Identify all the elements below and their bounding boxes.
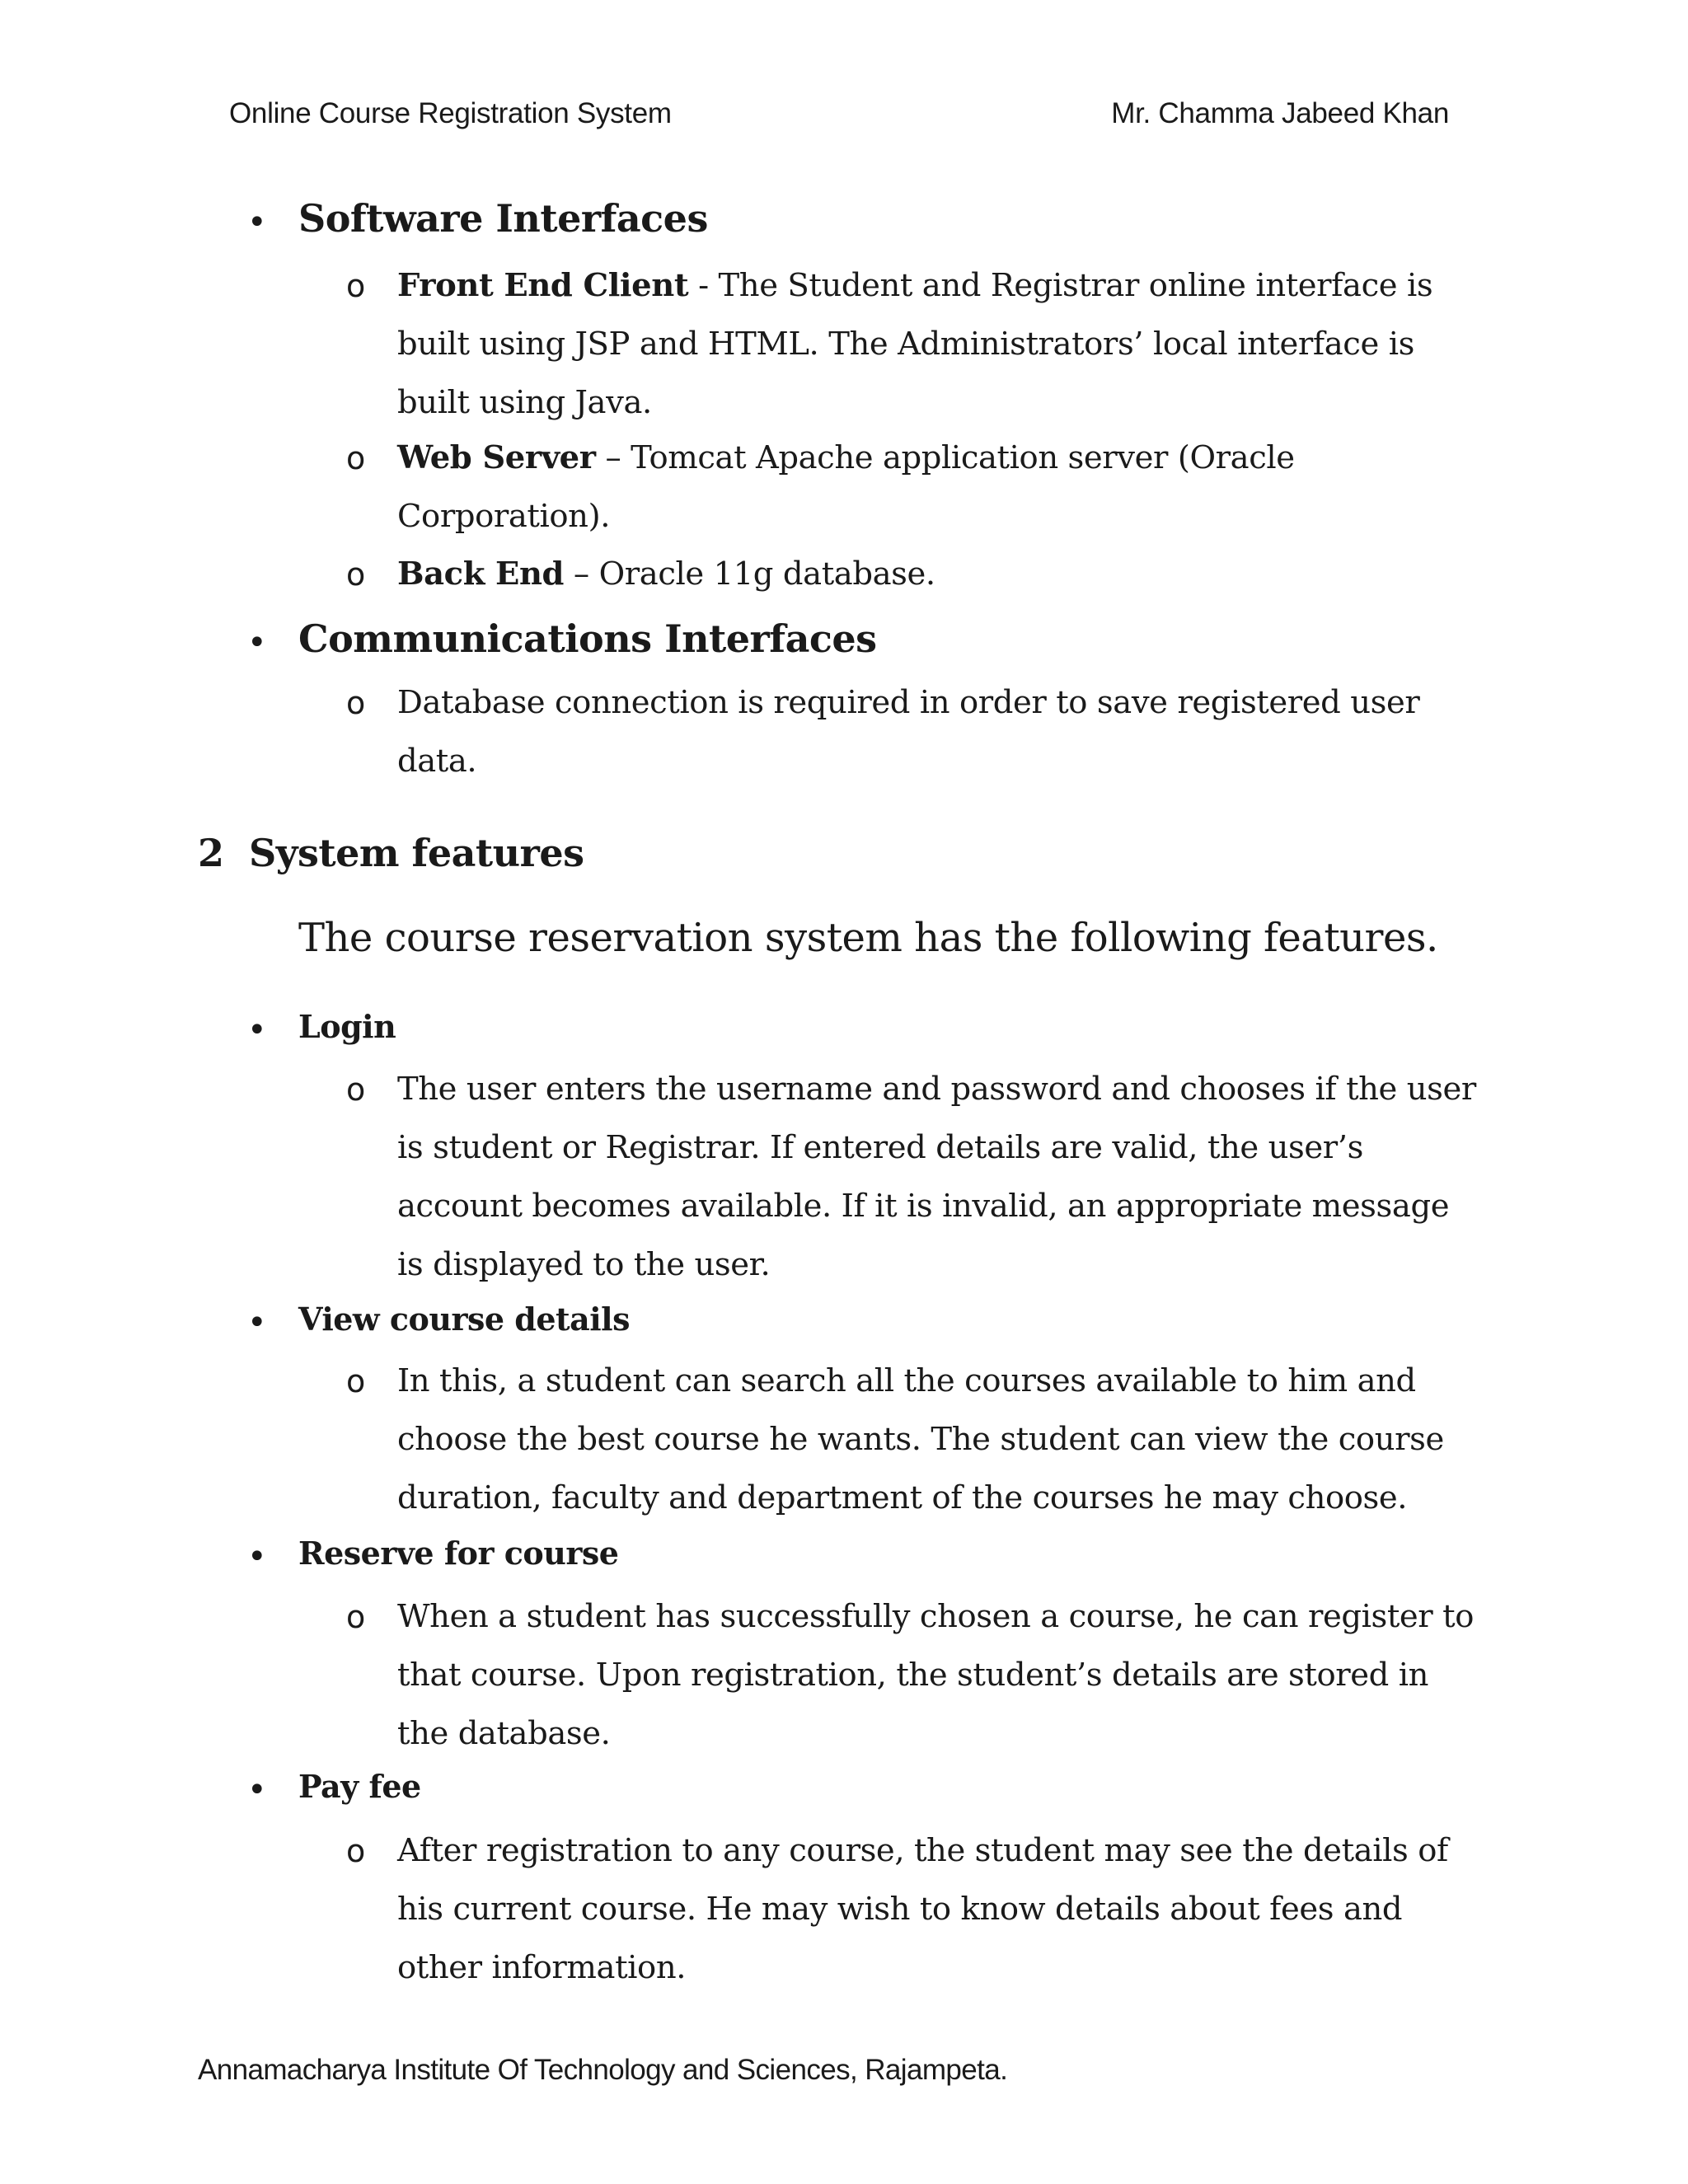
front-end-client-item — [397, 256, 1477, 432]
feature-text-login: The user enters the username and password and chooses if the user is student or Registrar. If entered details are valid, the user’s account becomes available. If it is invalid, an appropriate message is displayed to the user. — [397, 1071, 1476, 1283]
communications-interfaces-heading: Communications Interfaces — [298, 616, 877, 661]
bullet-dot: • — [247, 1538, 267, 1576]
feature-title-view-course-details: View course details — [298, 1301, 630, 1338]
sub-bullet: o — [346, 556, 366, 593]
item-label: Web Server — [397, 439, 596, 476]
feature-title-login: Login — [298, 1008, 396, 1045]
item-text: – Oracle 11g database. — [564, 555, 935, 593]
sub-bullet: o — [346, 1599, 366, 1635]
bullet-dot: • — [247, 1771, 267, 1809]
item-label: Front End Client — [397, 267, 689, 304]
item-label: Back End — [397, 555, 565, 593]
bullet-dot: • — [247, 1011, 267, 1049]
feature-title-reserve-for-course: Reserve for course — [298, 1535, 619, 1572]
header-author: Mr. Chamma Jabeed Khan — [1111, 97, 1449, 129]
sub-bullet: o — [346, 1833, 366, 1869]
bullet-dot: • — [247, 624, 267, 662]
sub-bullet: o — [346, 440, 366, 476]
feature-text-reserve-for-course: When a student has successfully chosen a course, he can register to that course. Upon registration, the student’s details are stored in the database. — [397, 1598, 1474, 1752]
feature-text-view-course-details: In this, a student can search all the courses available to him and choose the best course he wants. The student can view the course duration, faculty and department of the courses he may choose. — [397, 1362, 1444, 1516]
header-title: Online Course Registration System — [229, 97, 672, 129]
bullet-dot: • — [247, 1304, 267, 1342]
feature-text-pay-fee: After registration to any course, the student may see the details of his current course. He may wish to know details about fees and other information. — [397, 1832, 1448, 1986]
feature-title-pay-fee: Pay fee — [298, 1768, 421, 1805]
section-title: System features — [249, 831, 584, 875]
software-interfaces-heading: Software Interfaces — [298, 196, 708, 241]
item-text: - The Student and Registrar online interface is built using JSP and HTML. The Administrators’ local interface is built using Java. — [397, 267, 1433, 421]
communications-item: Database connection is required in order to save registered user data. — [397, 684, 1420, 780]
web-server-item — [397, 429, 1477, 546]
sub-bullet: o — [346, 268, 366, 304]
sub-bullet: o — [346, 1071, 366, 1108]
section-number: 2 — [198, 831, 225, 875]
sub-bullet: o — [346, 1363, 366, 1399]
back-end-item — [397, 545, 1477, 603]
section-intro: The course reservation system has the following features. — [298, 915, 1438, 961]
item-text: – Tomcat Apache application server (Oracle Corporation). — [397, 439, 1295, 535]
bullet-dot: • — [247, 204, 267, 241]
footer-institution: Annamacharya Institute Of Technology and Sciences, Rajampeta. — [198, 2054, 1008, 2086]
sub-bullet: o — [346, 685, 366, 721]
